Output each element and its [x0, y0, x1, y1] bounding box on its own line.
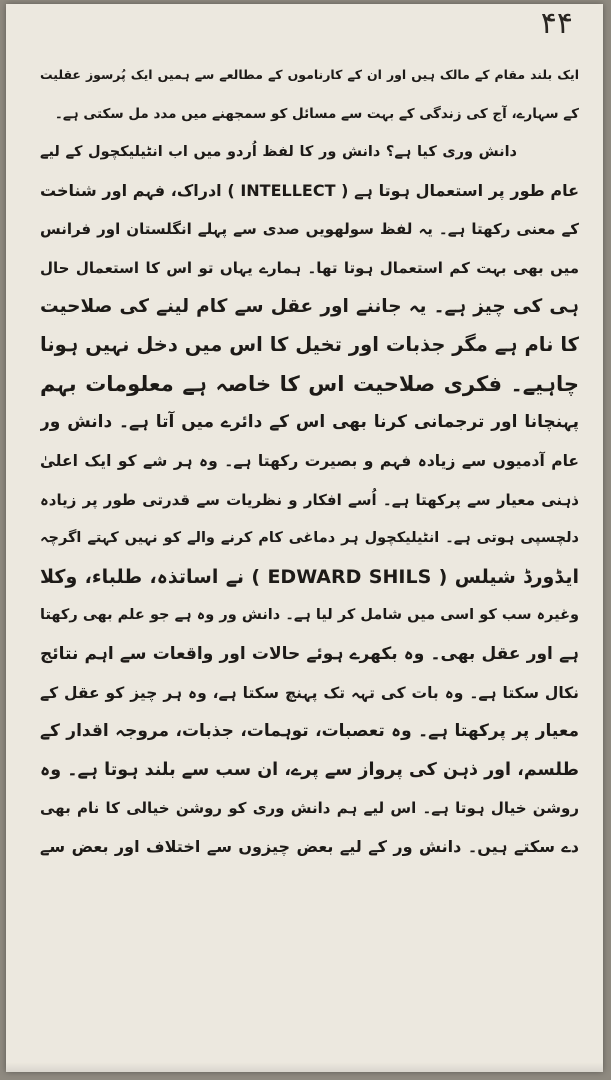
text-line-7: ہی کی چیز ہے۔ یہ جاننے اور عقل سے کام لینے کی صلاحیت: [40, 295, 579, 317]
text-line-18: معیار پر پرکھتا ہے۔ وہ تعصبات، توہمات، جذبات، مروجہ اقدار کے: [40, 721, 579, 742]
text-line-12: ذہنی معیار سے پرکھتا ہے۔ اُسے افکار و نظریات سے قدرتی طور پر زیادہ: [40, 490, 579, 509]
text-line-14: ایڈورڈ شیلس ( EDWARD SHILS ) نے اساتذہ، طلباء، وکلا: [40, 565, 579, 588]
book-page: [6, 4, 603, 1072]
text-line-1: ایک بلند مقام کے مالک ہیں اور ان کے کارناموں کے مطالعے سے ہمیں ایک پُرسوز عقلیت: [40, 67, 579, 82]
text-line-20: روشن خیال ہوتا ہے۔ اس لیے ہم دانش وری کو روشن خیالی کا نام بھی: [40, 799, 579, 818]
text-line-19: طلسم، اور ذہن کی پرواز سے پرے، ان سب سے بلند ہوتا ہے۔ وہ: [40, 759, 579, 780]
text-line-21: دے سکتے ہیں۔ دانش ور کے لیے بعض چیزوں سے اختلاف اور بعض سے: [40, 836, 579, 856]
text-line-5: کے معنی رکھتا ہے۔ یہ لفظ سولھویں صدی سے پہلے انگلستان اور فرانس: [40, 220, 579, 239]
text-line-8: کا نام ہے مگر جذبات اور تخیل کا اس میں دخل نہیں ہونا: [40, 333, 579, 357]
text-line-6: میں بھی بہت کم استعمال ہوتا تھا۔ ہمارے یہاں تو اس کا استعمال حال: [40, 258, 579, 277]
page-number: ۴۴: [540, 6, 573, 41]
text-line-11: عام آدمیوں سے زیادہ فہم و بصیرت رکھتا ہے۔ وہ ہر شے کو ایک اعلیٰ: [40, 451, 579, 470]
text-line-2: کے سہارے، آج کی زندگی کے بہت سے مسائل کو سمجھنے میں مدد مل سکتی ہے۔: [54, 105, 579, 122]
text-line-13: دلچسپی ہوتی ہے۔ انٹیلیکچول ہر دماغی کام کرنے والے کو نہیں کہتے اگرچہ: [40, 530, 579, 547]
text-line-4: عام طور پر استعمال ہوتا ہے ( INTELLECT ) ادراک، فہم اور شناخت: [40, 180, 579, 200]
text-line-17: نکال سکتا ہے۔ وہ بات کی تہہ تک پہنچ سکتا ہے، وہ ہر چیز کو عقل کے: [40, 683, 579, 702]
text-line-3: دانش وری کیا ہے؟ دانش ور کا لفظ اُردو میں اب انٹیلیکچول کے لیے: [40, 144, 517, 161]
text-line-9: چاہیے۔ فکری صلاحیت اس کا خاصہ ہے معلومات بہم: [40, 371, 579, 396]
text-line-16: ہے اور عقل بھی۔ وہ بکھرے ہوئے حالات اور واقعات سے اہم نتائج: [40, 643, 579, 664]
page-edge-shadow: [6, 1062, 603, 1072]
text-line-10: پہنچانا اور ترجمانی کرنا بھی اس کے دائرے میں آتا ہے۔ دانش ور: [40, 412, 579, 433]
body-text: [40, 56, 579, 866]
text-line-15: وغیرہ سب کو اسی میں شامل کر لیا ہے۔ دانش ور وہ ہے جو علم بھی رکھتا: [40, 607, 579, 624]
